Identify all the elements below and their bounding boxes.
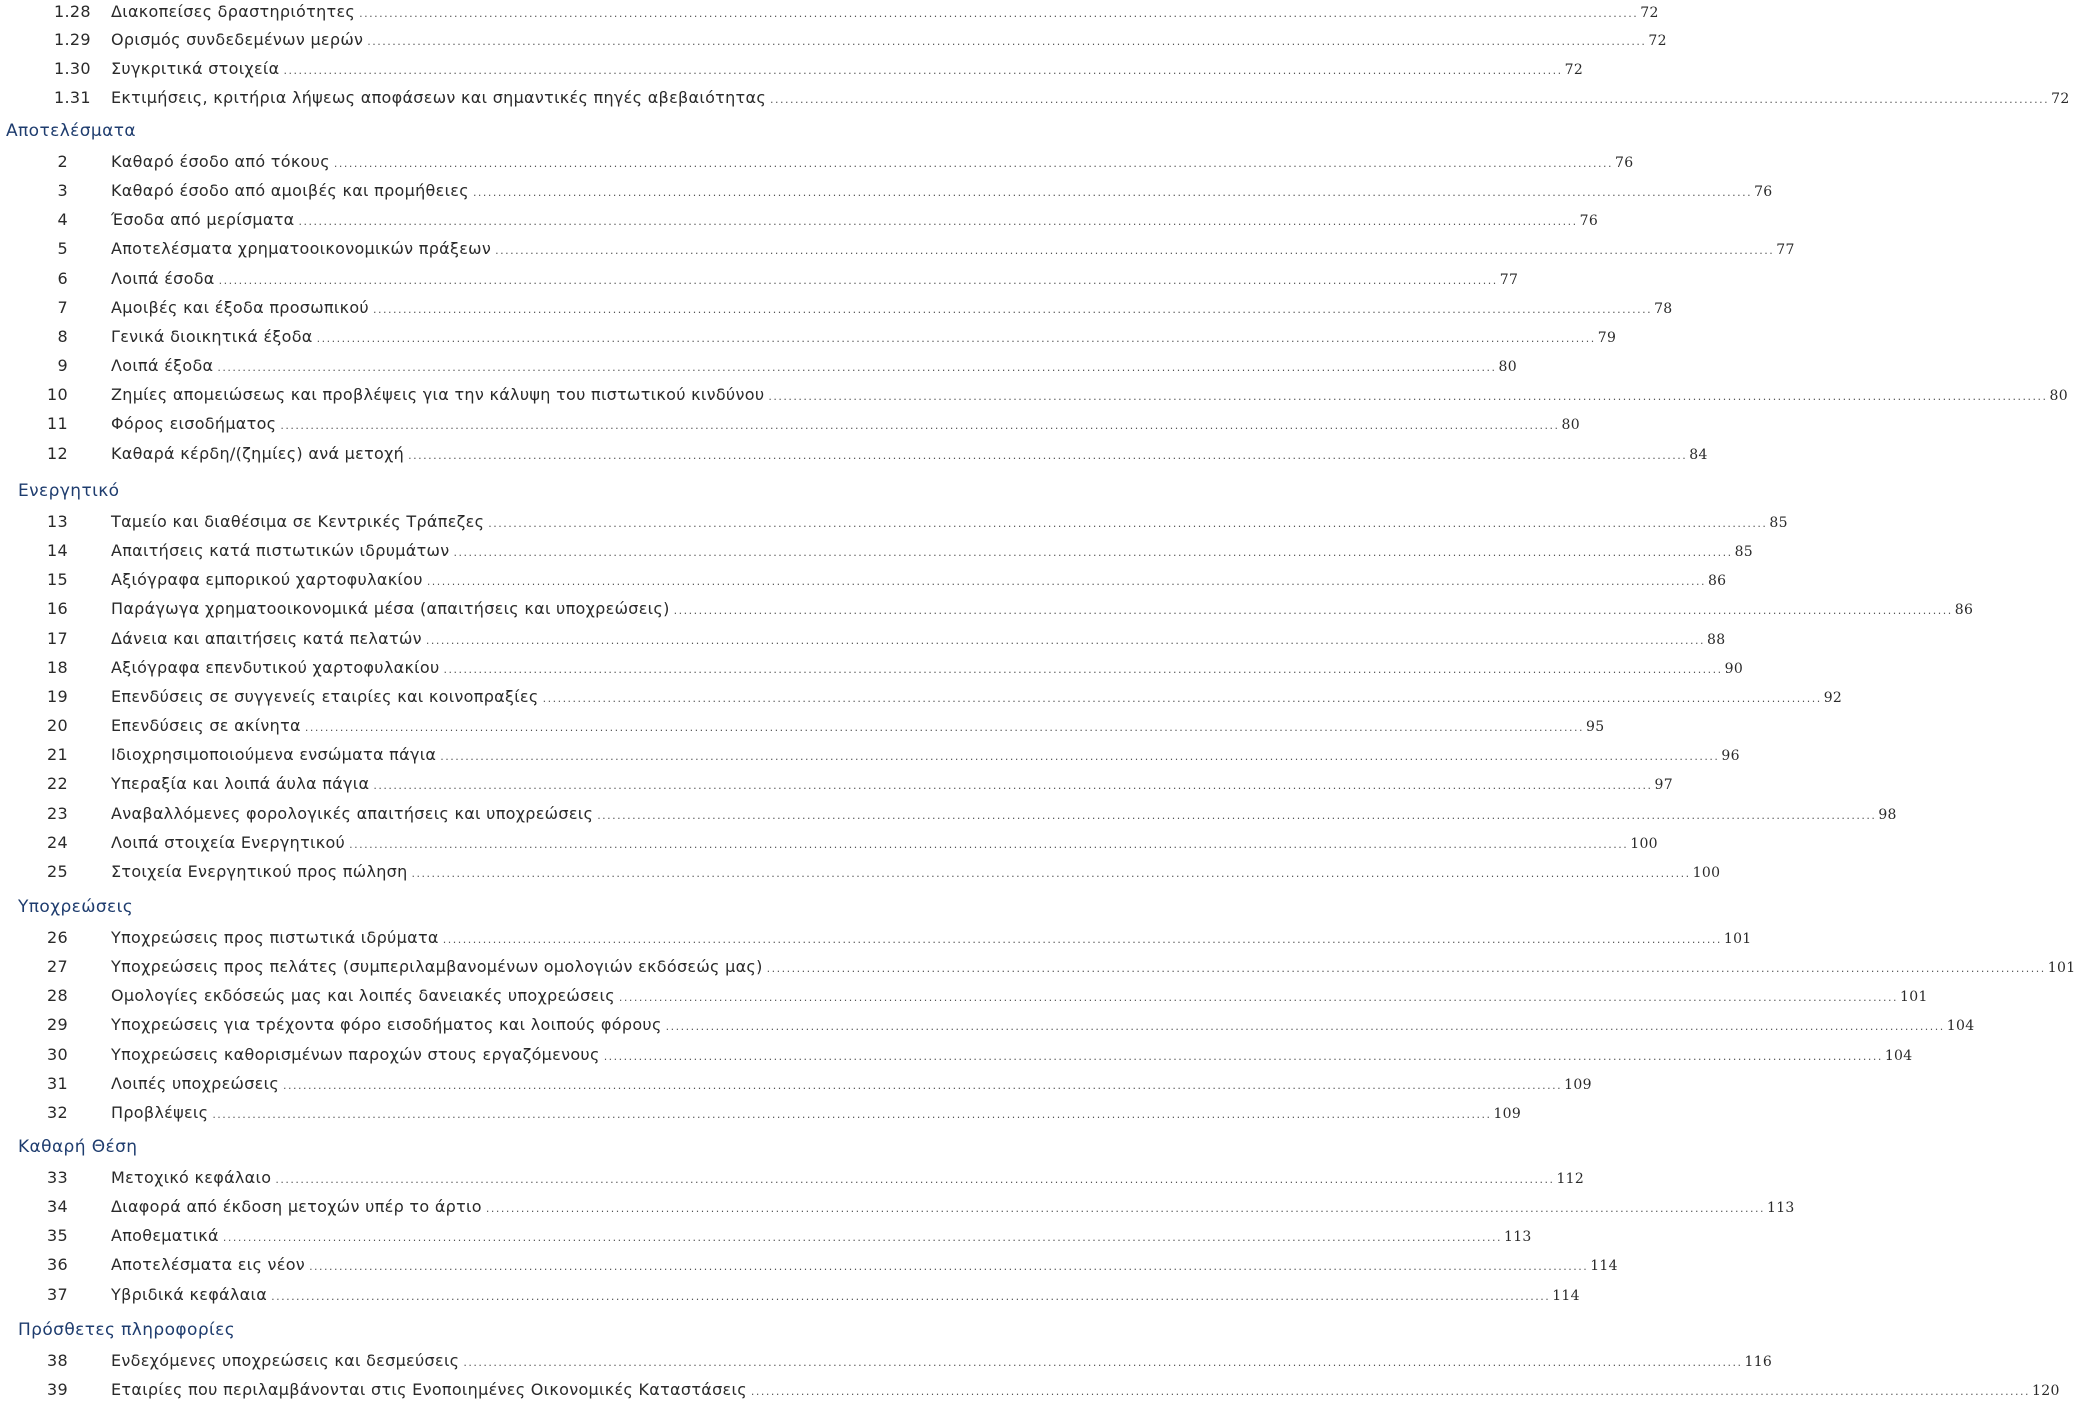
toc-entry[interactable] bbox=[0, 656, 1744, 680]
toc-entry-page-number: 76 bbox=[1579, 213, 1599, 230]
toc-entry[interactable] bbox=[0, 383, 2068, 407]
toc-entry-page-number: 100 bbox=[1692, 864, 1721, 881]
toc-entry-title: Υποχρεώσεις για τρέχοντα φόρο εισοδήματος και λοιπούς φόρους bbox=[111, 1015, 662, 1035]
toc-entry-page-number: 98 bbox=[1878, 806, 1897, 823]
toc-entry-number: 20 bbox=[47, 716, 68, 736]
toc-entry-title: Απαιτήσεις κατά πιστωτικών ιδρυμάτων bbox=[111, 541, 450, 561]
toc-entry-title: Υποχρεώσεις προς πελάτες (συμπεριλαμβανομένων ομολογιών εκδόσεώς μας) bbox=[111, 957, 763, 977]
toc-entry-page-number: 114 bbox=[1590, 1258, 1618, 1275]
toc-entry-title: Δάνεια και απαιτήσεις κατά πελατών bbox=[111, 628, 422, 648]
dot-leader bbox=[488, 512, 1767, 536]
toc-entry[interactable] bbox=[0, 208, 1599, 232]
toc-entry-title: Καθαρό έσοδο από αμοιβές και προμήθειες bbox=[111, 181, 469, 201]
toc-entry[interactable] bbox=[0, 1378, 2060, 1402]
toc-entry-title: Ομολογίες εκδόσεώς μας και λοιπές δανειακές υποχρεώσεις bbox=[111, 986, 615, 1006]
toc-entry-page-number: 114 bbox=[1552, 1287, 1580, 1304]
toc-entry-line bbox=[111, 955, 2075, 981]
toc-entry-page-number: 76 bbox=[1615, 155, 1634, 171]
toc-entry-number: 18 bbox=[47, 657, 68, 677]
toc-entry-title: Λοιπά έσοδα bbox=[111, 268, 215, 288]
toc-entry-number: 27 bbox=[47, 957, 68, 977]
toc-entry-number: 33 bbox=[47, 1168, 68, 1187]
toc-entry-line bbox=[111, 568, 1727, 594]
toc-entry-line bbox=[111, 743, 1740, 769]
toc-entry-title: Ζημίες απομειώσεως και προβλέψεις για την κάλυψη του πιστωτικού κινδύνου bbox=[111, 385, 765, 405]
toc-entry-title: Υποχρεώσεις προς πιστωτικά ιδρύματα bbox=[111, 928, 439, 947]
toc-entry-line bbox=[111, 208, 1599, 234]
toc-entry-title: Εταιρίες που περιλαμβάνονται στις Ενοποιημένες Οικονομικές Καταστάσεις bbox=[111, 1380, 747, 1400]
toc-entry[interactable] bbox=[0, 1283, 1580, 1307]
section-heading: Καθαρή Θέση bbox=[18, 1137, 138, 1157]
toc-entry-page-number: 80 bbox=[1498, 359, 1517, 376]
toc-entry[interactable] bbox=[0, 568, 1727, 592]
toc-entry-title: Ορισμός συνδεδεμένων μερών bbox=[111, 30, 364, 49]
dot-leader bbox=[217, 356, 1496, 380]
toc-entry-title: Αποτελέσματα εις νέον bbox=[111, 1255, 306, 1275]
toc-entry-number: 1.31 bbox=[54, 88, 91, 107]
dot-leader bbox=[751, 1380, 2030, 1404]
toc-entry[interactable] bbox=[0, 296, 1673, 320]
toc-entry-number: 9 bbox=[57, 356, 68, 376]
toc-entry-page-number: 77 bbox=[1776, 242, 1795, 259]
toc-entry[interactable] bbox=[0, 926, 1752, 950]
toc-entry-line bbox=[111, 685, 1843, 711]
toc-entry-line bbox=[111, 57, 1584, 83]
toc-entry-number: 36 bbox=[47, 1255, 68, 1275]
toc-entry-title: Αποτελέσματα χρηματοοικονομικών πράξεων bbox=[111, 239, 492, 259]
toc-entry-line bbox=[111, 510, 1788, 536]
toc-entry-line bbox=[111, 1013, 1975, 1039]
dot-leader bbox=[495, 239, 1774, 263]
toc-entry-line bbox=[111, 802, 1897, 828]
toc-entry[interactable] bbox=[0, 28, 1667, 52]
toc-entry[interactable] bbox=[0, 743, 1740, 767]
toc-entry[interactable] bbox=[0, 0, 1659, 24]
dot-leader bbox=[373, 774, 1652, 798]
toc-entry-title: Υβριδικά κεφάλαια bbox=[111, 1284, 268, 1304]
toc-entry[interactable] bbox=[0, 237, 1795, 261]
dot-leader bbox=[334, 152, 1613, 176]
toc-entry-line bbox=[111, 627, 1726, 653]
toc-entry-page-number: 96 bbox=[1721, 748, 1740, 765]
toc-entry-page-number: 113 bbox=[1503, 1229, 1532, 1246]
toc-entry[interactable] bbox=[0, 1013, 1975, 1037]
dot-leader bbox=[299, 210, 1578, 234]
toc-entry-page-number: 77 bbox=[1499, 271, 1519, 288]
toc-entry-line bbox=[111, 28, 1667, 54]
toc-entry-line bbox=[111, 296, 1673, 322]
toc-entry-page-number: 84 bbox=[1689, 446, 1708, 463]
toc-entry-page-number: 80 bbox=[1561, 417, 1580, 434]
toc-entry-title: Ταμείο και διαθέσιμα σε Κεντρικές Τράπεζες bbox=[111, 512, 485, 531]
toc-entry-page-number: 101 bbox=[1723, 931, 1752, 947]
toc-entry-page-number: 100 bbox=[1630, 835, 1658, 852]
toc-entry[interactable] bbox=[0, 412, 1580, 436]
toc-entry-line bbox=[111, 383, 2068, 409]
toc-entry-page-number: 72 bbox=[1648, 33, 1667, 49]
toc-entry[interactable] bbox=[0, 772, 1673, 796]
toc-entry-number: 17 bbox=[47, 628, 68, 648]
toc-entry[interactable] bbox=[0, 325, 1617, 349]
toc-entry-line bbox=[111, 860, 1721, 886]
toc-entry-line bbox=[111, 926, 1752, 952]
toc-entry-page-number: 116 bbox=[1744, 1354, 1773, 1370]
toc-entry-number: 21 bbox=[47, 745, 68, 765]
toc-entry-line bbox=[111, 1101, 1522, 1127]
toc-entry-page-number: 85 bbox=[1734, 544, 1754, 561]
toc-entry[interactable] bbox=[0, 1253, 1618, 1277]
toc-entry-number: 23 bbox=[47, 803, 68, 823]
toc-entry-title: Αξιόγραφα εμπορικού χαρτοφυλακίου bbox=[111, 570, 423, 590]
toc-entry-page-number: 79 bbox=[1597, 329, 1617, 346]
toc-entry-number: 11 bbox=[47, 414, 68, 434]
dot-leader bbox=[219, 269, 1498, 293]
toc-entry[interactable] bbox=[0, 1224, 1532, 1248]
toc-entry[interactable] bbox=[0, 1195, 1795, 1219]
toc-entry-line bbox=[111, 1253, 1618, 1279]
toc-entry-page-number: 112 bbox=[1556, 1171, 1585, 1187]
toc-entry-title: Αναβαλλόμενες φορολογικές απαιτήσεις και υποχρεώσεις bbox=[111, 803, 594, 823]
dot-leader bbox=[770, 88, 2049, 112]
toc-entry-number: 14 bbox=[47, 541, 68, 561]
toc-entry-number: 32 bbox=[47, 1102, 68, 1122]
toc-entry-number: 34 bbox=[47, 1197, 68, 1217]
toc-entry[interactable] bbox=[0, 1072, 1592, 1096]
dot-leader bbox=[440, 745, 1719, 769]
dot-leader bbox=[223, 1226, 1502, 1250]
toc-entry-page-number: 85 bbox=[1769, 515, 1788, 531]
toc-entry-line bbox=[111, 831, 1658, 857]
toc-entry-number: 6 bbox=[57, 268, 68, 288]
toc-entry-title: Συγκριτικά στοιχεία bbox=[111, 59, 280, 78]
dot-leader bbox=[543, 687, 1822, 711]
toc-entry[interactable] bbox=[0, 267, 1519, 291]
toc-entry-page-number: 78 bbox=[1654, 300, 1673, 317]
dot-leader bbox=[275, 1168, 1554, 1192]
toc-entry-page-number: 86 bbox=[1954, 602, 1974, 619]
section-heading: Πρόσθετες πληροφορίες bbox=[18, 1320, 236, 1340]
toc-entry[interactable] bbox=[0, 150, 1634, 174]
dot-leader bbox=[453, 541, 1732, 565]
toc-entry-title: Λοιπές υποχρεώσεις bbox=[111, 1073, 280, 1093]
toc-entry-line bbox=[111, 984, 1928, 1010]
toc-entry[interactable] bbox=[0, 1101, 1522, 1125]
toc-entry-line bbox=[111, 1043, 1913, 1069]
toc-entry[interactable] bbox=[0, 57, 1584, 81]
toc-entry-title: Ενδεχόμενες υποχρεώσεις και δεσμεύσεις bbox=[111, 1351, 460, 1370]
section-heading: Ενεργητικό bbox=[18, 481, 120, 501]
toc-entry-line bbox=[111, 597, 1974, 623]
dot-leader bbox=[349, 833, 1628, 857]
dot-leader bbox=[444, 658, 1723, 682]
toc-entry[interactable] bbox=[0, 597, 1974, 621]
toc-entry-line bbox=[111, 1283, 1580, 1309]
toc-entry-title: Υποχρεώσεις καθορισμένων παροχών στους εργαζόμενους bbox=[111, 1044, 600, 1064]
toc-entry[interactable] bbox=[0, 442, 1708, 466]
toc-entry-title: Παράγωγα χρηματοοικονομικά μέσα (απαιτήσεις και υποχρεώσεις) bbox=[111, 599, 670, 619]
dot-leader bbox=[283, 59, 1562, 83]
dot-leader bbox=[674, 599, 1953, 623]
dot-leader bbox=[283, 1074, 1562, 1098]
dot-leader bbox=[768, 385, 2047, 409]
toc-entry-line bbox=[111, 237, 1795, 263]
dot-leader bbox=[427, 570, 1706, 594]
toc-entry-number: 1.28 bbox=[54, 2, 91, 21]
section-heading: Υποχρεώσεις bbox=[18, 897, 134, 917]
toc-entry-number: 5 bbox=[57, 239, 68, 259]
dot-leader bbox=[443, 928, 1722, 952]
toc-entry[interactable] bbox=[0, 955, 2075, 979]
toc-entry[interactable] bbox=[0, 179, 1773, 203]
toc-entry-page-number: 101 bbox=[2047, 960, 2075, 977]
toc-entry-number: 29 bbox=[47, 1015, 68, 1035]
toc-entry-page-number: 109 bbox=[1493, 1105, 1522, 1122]
toc-entry-page-number: 101 bbox=[1900, 989, 1928, 1006]
dot-leader bbox=[463, 1351, 1742, 1375]
dot-leader bbox=[604, 1045, 1883, 1069]
toc-entry[interactable] bbox=[0, 860, 1721, 884]
dot-leader bbox=[212, 1103, 1491, 1127]
dot-leader bbox=[597, 804, 1876, 828]
toc-entry-title: Φόρος εισοδήματος bbox=[111, 414, 277, 434]
toc-entry-line bbox=[111, 714, 1605, 740]
toc-entry-title: Επενδύσεις σε ακίνητα bbox=[111, 716, 301, 736]
dot-leader bbox=[309, 1255, 1588, 1279]
dot-leader bbox=[486, 1197, 1765, 1221]
toc-entry-line bbox=[111, 86, 2070, 112]
toc-entry-title: Διακοπείσες δραστηριότητες bbox=[111, 2, 356, 21]
toc-entry-line bbox=[111, 1195, 1795, 1221]
toc-entry-number: 22 bbox=[47, 774, 68, 794]
dot-leader bbox=[408, 444, 1687, 468]
toc-entry[interactable] bbox=[0, 510, 1788, 534]
toc-entry-number: 3 bbox=[57, 181, 68, 201]
toc-entry-title: Επενδύσεις σε συγγενείς εταιρίες και κοινοπραξίες bbox=[111, 686, 539, 706]
toc-entry[interactable] bbox=[0, 627, 1726, 651]
toc-entry-page-number: 113 bbox=[1766, 1200, 1795, 1217]
dot-leader bbox=[473, 181, 1752, 205]
toc-entry-line bbox=[111, 772, 1673, 798]
toc-entry-number: 15 bbox=[47, 570, 68, 590]
toc-entry-number: 4 bbox=[57, 210, 68, 230]
toc-entry-line bbox=[111, 150, 1634, 176]
toc-entry-number: 30 bbox=[47, 1044, 68, 1064]
dot-leader bbox=[359, 2, 1638, 26]
toc-entry-title: Διαφορά από έκδοση μετοχών υπέρ το άρτιο bbox=[111, 1197, 482, 1217]
toc-entry[interactable] bbox=[0, 1349, 1773, 1373]
toc-entry-page-number: 104 bbox=[1884, 1047, 1913, 1064]
toc-entry-line bbox=[111, 354, 1517, 380]
section-heading: Αποτελέσματα bbox=[6, 121, 136, 141]
toc-entry-line bbox=[111, 267, 1519, 293]
toc-entry-number: 37 bbox=[47, 1284, 68, 1304]
toc-entry-title: Λοιπά έξοδα bbox=[111, 356, 214, 376]
toc-entry-line bbox=[111, 0, 1659, 26]
dot-leader bbox=[666, 1015, 1945, 1039]
dot-leader bbox=[426, 629, 1705, 653]
toc-entry-page-number: 88 bbox=[1707, 631, 1726, 648]
toc-entry-number: 16 bbox=[47, 599, 68, 619]
toc-entry-page-number: 104 bbox=[1946, 1018, 1975, 1035]
dot-leader bbox=[280, 414, 1559, 438]
toc-entry-page-number: 72 bbox=[2051, 91, 2070, 107]
toc-entry[interactable] bbox=[0, 714, 1605, 738]
toc-entry-line bbox=[111, 1166, 1585, 1192]
toc-entry-title: Καθαρό έσοδο από τόκους bbox=[111, 152, 330, 171]
toc-entry-title: Καθαρά κέρδη/(ζημίες) ανά μετοχή bbox=[111, 443, 405, 463]
toc-entry-line bbox=[111, 325, 1617, 351]
toc-entry-line bbox=[111, 656, 1744, 682]
toc-entry-page-number: 72 bbox=[1640, 5, 1659, 21]
toc-entry-number: 1.29 bbox=[54, 30, 91, 49]
dot-leader bbox=[317, 327, 1596, 351]
toc-entry-title: Προβλέψεις bbox=[111, 1102, 209, 1122]
toc-entry-number: 31 bbox=[47, 1073, 68, 1093]
toc-entry-title: Εκτιμήσεις, κριτήρια λήψεως αποφάσεων και σημαντικές πηγές αβεβαιότητας bbox=[111, 88, 767, 107]
toc-entry-number: 38 bbox=[47, 1351, 68, 1370]
toc-entry-title: Έσοδα από μερίσματα bbox=[111, 210, 295, 230]
toc-entry-number: 13 bbox=[47, 512, 68, 531]
toc-entry-title: Μετοχικό κεφάλαιο bbox=[111, 1168, 272, 1187]
toc-entry-page-number: 120 bbox=[2032, 1383, 2060, 1400]
toc-entry-number: 7 bbox=[57, 297, 68, 317]
toc-entry[interactable] bbox=[0, 1043, 1913, 1067]
toc-entry-line bbox=[111, 442, 1708, 468]
toc-entry-page-number: 90 bbox=[1724, 660, 1744, 677]
toc-entry[interactable] bbox=[0, 685, 1843, 709]
toc-entry-line bbox=[111, 412, 1580, 438]
dot-leader bbox=[305, 716, 1584, 740]
toc-entry-title: Γενικά διοικητικά έξοδα bbox=[111, 326, 313, 346]
toc-entry-title: Υπεραξία και λοιπά άυλα πάγια bbox=[111, 774, 370, 794]
toc-entry-line bbox=[111, 1224, 1532, 1250]
toc-entry-page-number: 72 bbox=[1564, 62, 1584, 78]
toc-entry-title: Λοιπά στοιχεία Ενεργητικού bbox=[111, 832, 346, 852]
toc-entry-number: 24 bbox=[47, 832, 68, 852]
toc-entry-number: 10 bbox=[47, 385, 68, 405]
toc-entry[interactable] bbox=[0, 539, 1754, 563]
dot-leader bbox=[767, 957, 2046, 981]
toc-entry-page-number: 76 bbox=[1754, 184, 1773, 201]
dot-leader bbox=[373, 298, 1652, 322]
dot-leader bbox=[271, 1285, 1550, 1309]
toc-entry-page-number: 95 bbox=[1586, 719, 1605, 736]
toc-entry-number: 19 bbox=[47, 686, 68, 706]
toc-entry-title: Αποθεματικά bbox=[111, 1226, 219, 1246]
toc-entry[interactable] bbox=[0, 1166, 1585, 1190]
toc-entry-number: 1.30 bbox=[54, 59, 91, 78]
dot-leader bbox=[412, 862, 1691, 886]
toc-entry-line bbox=[111, 179, 1773, 205]
toc-entry[interactable] bbox=[0, 984, 1928, 1008]
dot-leader bbox=[619, 986, 1898, 1010]
toc-entry-page-number: 97 bbox=[1654, 777, 1673, 794]
toc-entry-number: 12 bbox=[47, 443, 68, 463]
toc-entry-line bbox=[111, 1072, 1592, 1098]
toc-entry-title: Αξιόγραφα επενδυτικού χαρτοφυλακίου bbox=[111, 657, 440, 677]
toc-entry-line bbox=[111, 1349, 1773, 1375]
toc-entry-page-number: 92 bbox=[1823, 689, 1843, 706]
toc-entry-page-number: 86 bbox=[1707, 573, 1727, 590]
toc-entry-number: 25 bbox=[47, 861, 68, 881]
toc-entry[interactable] bbox=[0, 802, 1897, 826]
toc-entry[interactable] bbox=[0, 86, 2070, 110]
toc-entry-page-number: 80 bbox=[2049, 388, 2068, 405]
dot-leader bbox=[367, 30, 1646, 54]
toc-entry-title: Στοιχεία Ενεργητικού προς πώληση bbox=[111, 861, 408, 881]
toc-entry[interactable] bbox=[0, 831, 1658, 855]
toc-entry-line bbox=[111, 1378, 2060, 1404]
toc-entry-title: Ιδιοχρησιμοποιούμενα ενσώματα πάγια bbox=[111, 745, 437, 765]
toc-entry-number: 26 bbox=[47, 928, 68, 947]
toc-entry-number: 39 bbox=[47, 1380, 68, 1400]
toc-entry-line bbox=[111, 539, 1754, 565]
toc-entry-number: 2 bbox=[57, 152, 68, 171]
toc-entry-number: 28 bbox=[47, 986, 68, 1006]
toc-entry-number: 35 bbox=[47, 1226, 68, 1246]
toc-entry-page-number: 109 bbox=[1564, 1076, 1592, 1093]
toc-entry-number: 8 bbox=[57, 326, 68, 346]
toc-entry-title: Αμοιβές και έξοδα προσωπικού bbox=[111, 297, 369, 317]
toc-entry[interactable] bbox=[0, 354, 1517, 378]
